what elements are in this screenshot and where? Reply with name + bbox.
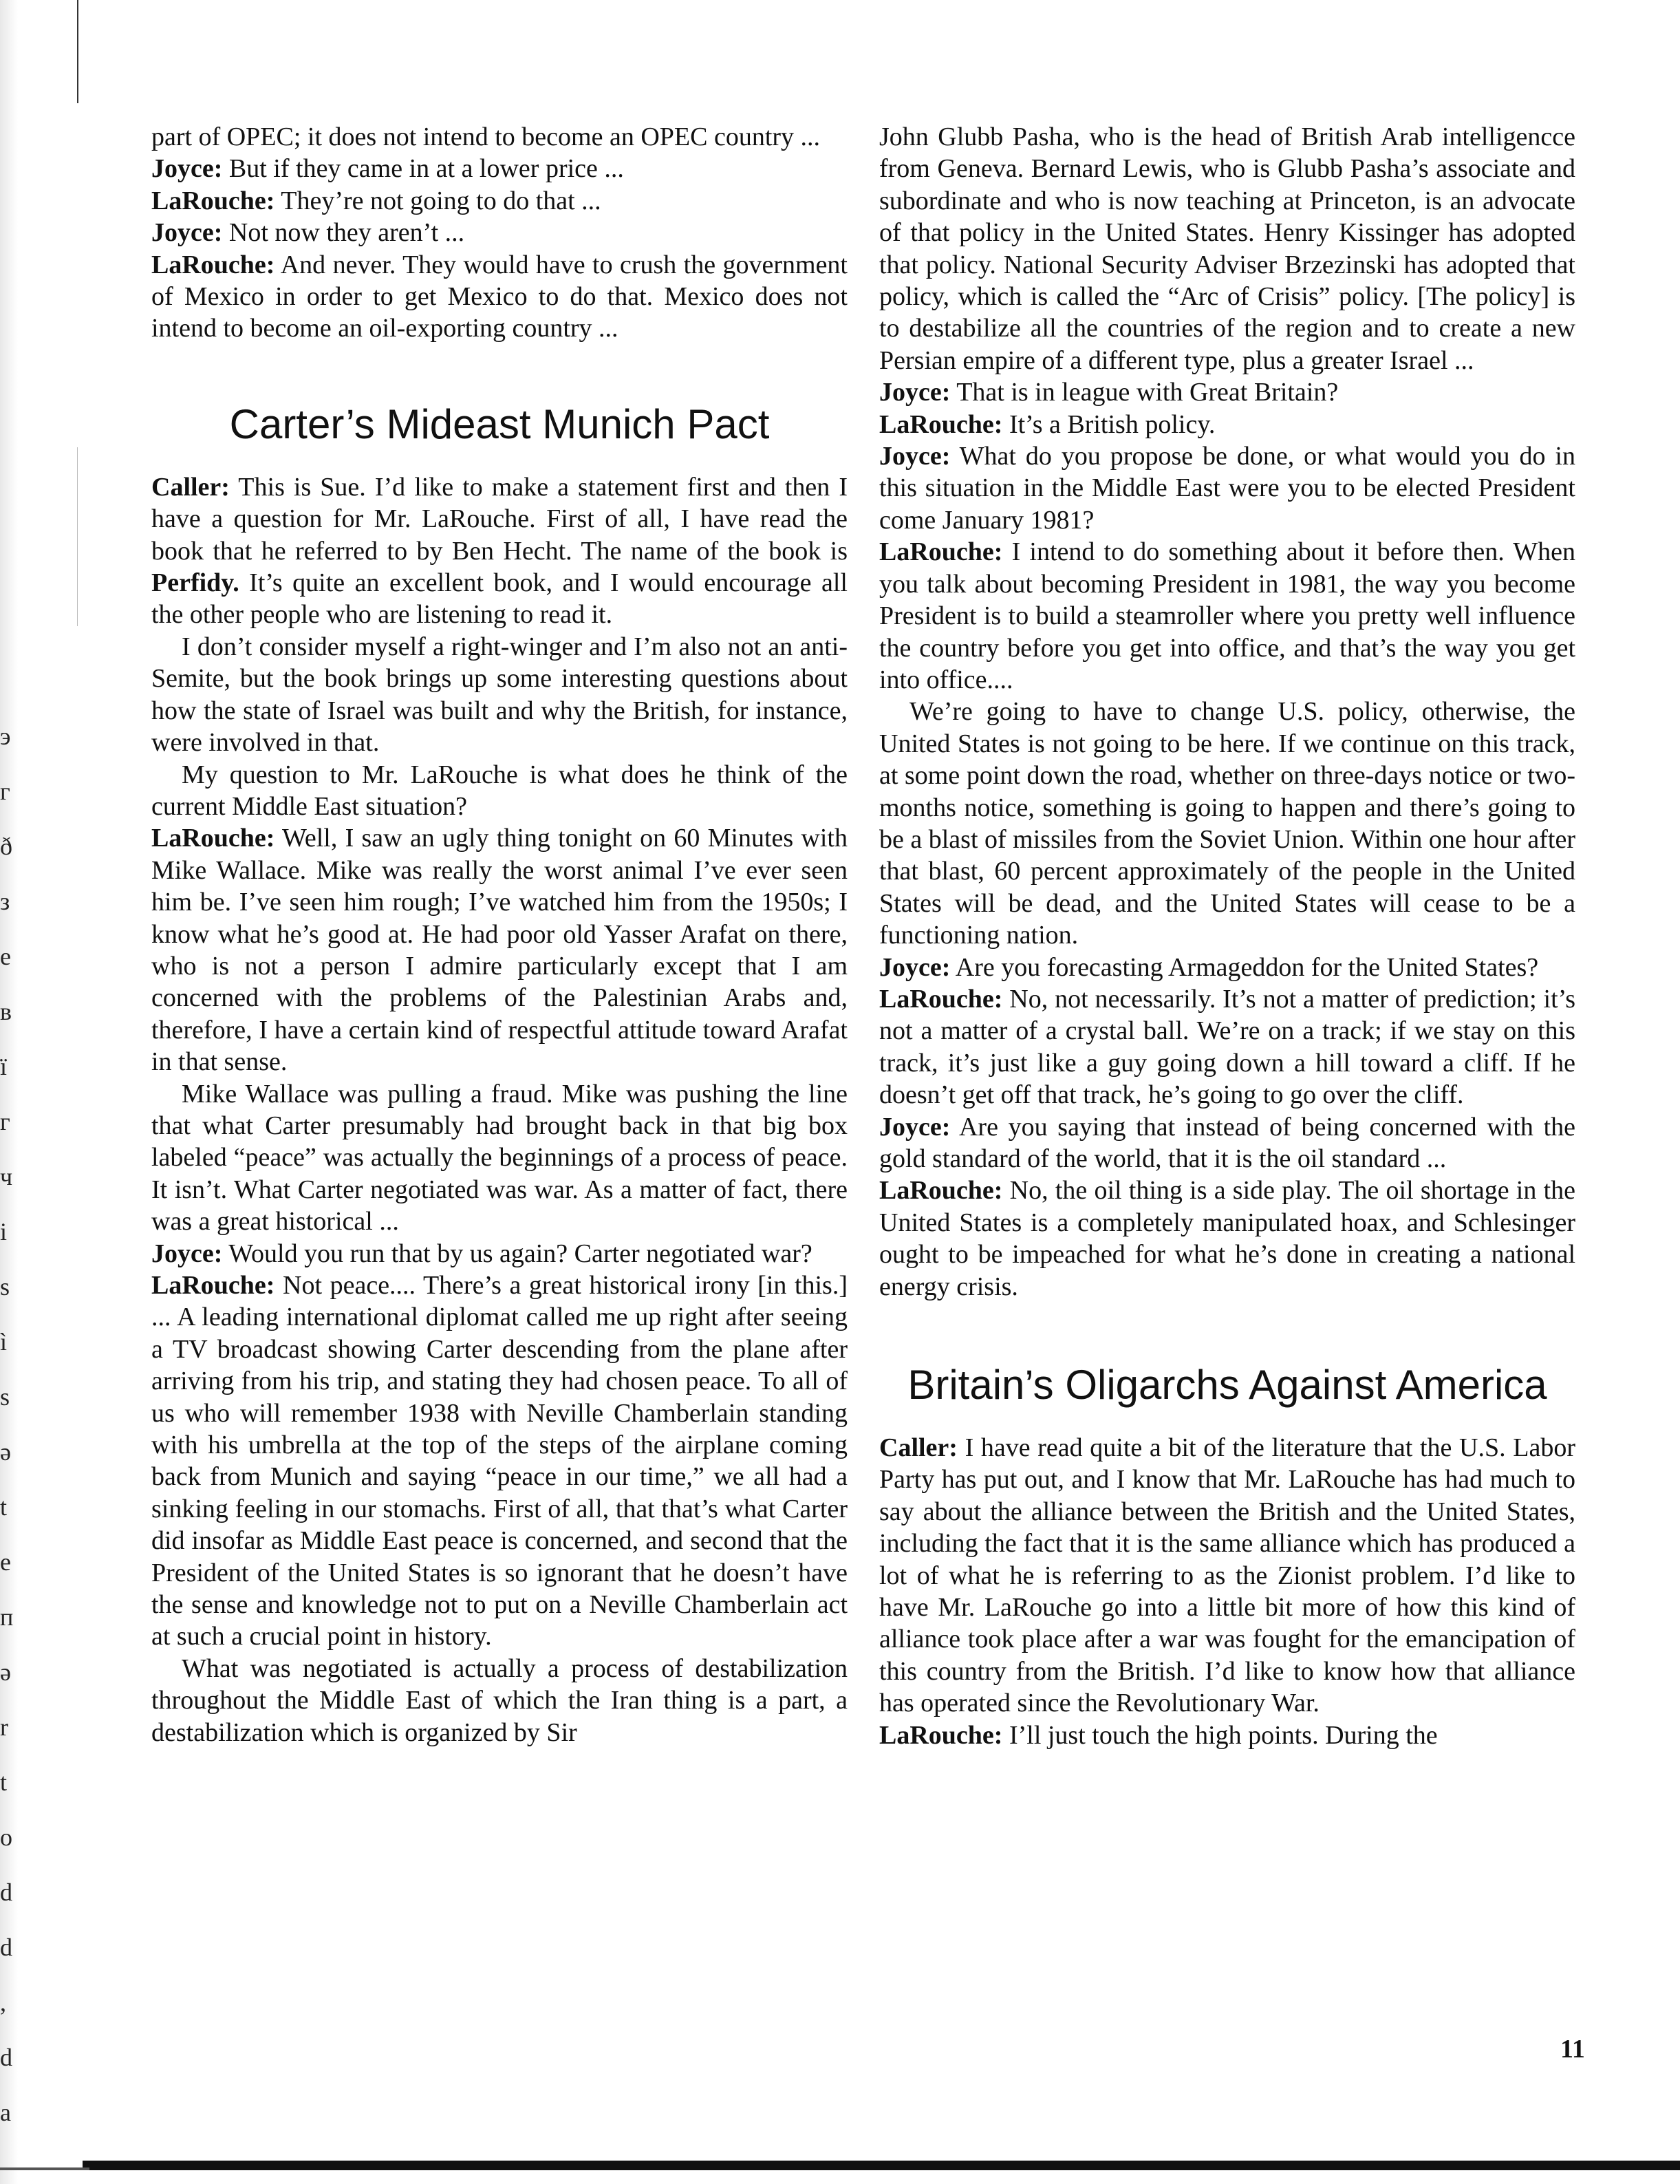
- dialogue-line: Joyce: Are you forecasting Armageddon for the United States?: [879, 952, 1539, 982]
- speaker-label: Joyce:: [879, 952, 951, 982]
- footer-rule-edge: [0, 2167, 89, 2170]
- speaker-label: Joyce:: [151, 218, 223, 248]
- dialogue-line: LaRouche: I’ll just touch the high points. During the: [879, 1720, 1438, 1750]
- speaker-label: LaRouche:: [151, 186, 275, 215]
- speaker-label: Joyce:: [879, 442, 951, 471]
- speaker-label: LaRouche:: [879, 984, 1003, 1014]
- section-heading: Britain’s Oligarchs Against America: [907, 1362, 1547, 1409]
- dialogue-line: Joyce: That is in league with Great Britain?: [879, 378, 1339, 407]
- right-column: [879, 121, 1575, 1751]
- dialogue-line: Joyce: Would you run that by us again? Carter negotiated war?: [151, 1239, 812, 1268]
- bleed-glyph: d: [0, 2044, 12, 2071]
- dialogue-line: Caller: I have read quite a bit of the literature that the U.S. Labor Party has put out, and I know that Mr. LaRouche has had much to say about the alliance between the British and the United States, including the fact that it is the same alliance which has produced a lot of what he is referring to as the Zionist problem. I’d like to have Mr. LaRouche go into a little bit more of how this kind of alliance took place after a war was fought for the emancipation of this country from the British. I’d like to know how that alliance has operated since the Revolutionary War.: [879, 1433, 1575, 1718]
- bleed-glyph: t: [0, 1768, 8, 1796]
- dialogue-line: LaRouche: Not peace.... There’s a great historical irony [in this.] ... A leading international diplomat called me up right after seeing a TV broadcast showing Carter descending from the plane after arriving from his trip, and stating they had chosen peace. To all of us who will remember 1938 with Neville Chamberlain standing with his umbrella at the top of the steps of the airplane coming back from Munich and saying “peace in our time,” we all had a sinking feeling in our stomachs. First of all, that that’s what Carter did insofar as Middle East peace is concerned, and second that the President of the United States is so ignorant that he doesn’t have the sense and knowledge not to put on a Neville Chamberlain act at such a crucial point in history.: [151, 1271, 848, 1651]
- paragraph: John Glubb Pasha, who is the head of British Arab intelligencce from Geneva. Bernard Lewis, who is Glubb Pasha’s associate and subordinate and who is now teaching at Princeton, is an advocate of that policy in the United States. Henry Kissinger has adopted that policy. National Security Adviser Brzezinski has adopted that policy, which is called the “Arc of Crisis” policy. [The policy] is to destabilize all the countries of the region and to create a new Persian empire of a different type, plus a greater Israel ...: [879, 122, 1575, 375]
- dialogue-line: LaRouche: And never. They would have to crush the government of Mexico in order to get Mexico to do that. Mexico does not intend to become an oil-exporting country ...: [151, 250, 848, 343]
- bleed-glyph: ð: [0, 833, 12, 860]
- bleed-glyph: s: [0, 1383, 10, 1411]
- footer-rule: [83, 2161, 1680, 2170]
- left-column: [151, 121, 848, 1748]
- speaker-label: LaRouche:: [879, 537, 1003, 567]
- speaker-label: LaRouche:: [151, 250, 275, 279]
- dialogue-line: Caller: This is Sue. I’d like to make a statement first and then I have a question for Mr. LaRouche. First of all, I have read the book that he referred to by Ben Hecht. The name of the book is Perfidy. It’s quite an excellent book, and I would encourage all the other people who are listening to read it.: [151, 472, 848, 630]
- section-heading: Carter’s Mideast Munich Pact: [229, 400, 770, 447]
- bleed-glyph: п: [0, 1603, 14, 1631]
- dialogue-line: LaRouche: It’s a British policy.: [879, 409, 1216, 439]
- bleed-glyph: г: [0, 1108, 10, 1135]
- bleed-glyph: ї: [0, 1053, 8, 1080]
- bleed-glyph: t: [0, 1493, 8, 1521]
- bleed-glyph: r: [0, 1713, 8, 1741]
- binding-line-faint: [77, 447, 78, 626]
- speaker-label: Joyce:: [879, 1112, 951, 1142]
- bleed-glyph: ì: [0, 1328, 8, 1356]
- bleed-glyph: ә: [0, 1658, 11, 1686]
- speaker-label: Caller:: [879, 1433, 958, 1463]
- binding-line: [77, 0, 78, 103]
- dialogue-line: Joyce: Not now they aren’t ...: [151, 218, 465, 248]
- bleed-glyph: ,: [0, 1989, 6, 2016]
- book-title: Perfidy.: [151, 568, 239, 598]
- speaker-label: LaRouche:: [151, 1271, 275, 1300]
- bleed-glyph: ә: [0, 1438, 11, 1466]
- dialogue-line: LaRouche: No, not necessarily. It’s not a matter of prediction; it’s not a matter of a crystal ball. We’re on a track; if we stay on this track, it’s just like a guy going down a hill toward a cliff. If he doesn’t get off that track, he’s going to go over the cliff.: [879, 984, 1575, 1110]
- bleed-glyph: г: [0, 778, 10, 805]
- bleed-glyph: d: [0, 1934, 12, 1961]
- bleed-glyph: s: [0, 1273, 10, 1300]
- speaker-label: LaRouche:: [151, 824, 275, 853]
- bleed-glyph: з: [0, 888, 10, 915]
- paragraph: I don’t consider myself a right-winger and I’m also not an anti-Semite, but the book brings up some interesting questions about how the state of Israel was built and why the British, for instance, were involved in that.: [151, 632, 848, 758]
- dialogue-line: LaRouche: I intend to do something about it before then. When you talk about becoming President in 1981, the way you become President is to build a steamroller where you pretty well influence the country before you get into office, and that’s the way you get into office....: [879, 537, 1575, 694]
- speaker-label: Joyce:: [151, 1239, 223, 1268]
- dialogue-line: LaRouche: No, the oil thing is a side play. The oil shortage in the United States is a completely manipulated hoax, and Schlesinger ought to be impeached for what he’s done in creating a national energy crisis.: [879, 1176, 1575, 1301]
- dialogue-line: Joyce: But if they came in at a lower price ...: [151, 154, 624, 184]
- margin-bleed-through-text: [0, 709, 14, 2126]
- dialogue-line: Joyce: What do you propose be done, or what would you do in this situation in the Middle East were you to be elected President come January 1981?: [879, 442, 1575, 535]
- dialogue-line: LaRouche: They’re not going to do that ...: [151, 186, 601, 215]
- paragraph: Mike Wallace was pulling a fraud. Mike was pushing the line that what Carter presumably had brought back in that big box labeled “peace” was actually the beginnings of a process of peace. It isn’t. What Carter negotiated was war. As a matter of fact, there was a great historical ...: [151, 1079, 848, 1236]
- speaker-label: LaRouche:: [879, 1720, 1003, 1750]
- page-number: 11: [1560, 2035, 1585, 2064]
- bleed-glyph: a: [0, 2099, 11, 2126]
- dialogue-line: LaRouche: Well, I saw an ugly thing tonight on 60 Minutes with Mike Wallace. Mike was really the worst animal I’ve ever seen him be. I’ve seen him rough; I’ve watched him from the 1950s; I know what he’s good at. He had poor old Yasser Arafat on there, who is not a person I admire particularly except that I am concerned with the problems of the Palestinian Arabs and, therefore, I have a certain kind of respectful attitude toward Arafat in that sense.: [151, 824, 848, 1077]
- bleed-glyph: в: [0, 998, 12, 1025]
- speaker-label: LaRouche:: [879, 409, 1003, 439]
- paragraph: We’re going to have to change U.S. policy, otherwise, the United States is not going to be here. If we continue on this track, at some point down the road, whether on three-days notice or two-months notice, something is going to happen and there’s going to be a blast of missiles from the Soviet Union. Within one hour after that blast, 60 percent approximately of the people in the United States will be dead, and the United States will cease to be a functioning nation.: [879, 697, 1575, 950]
- speaker-label: Joyce:: [151, 154, 223, 184]
- bleed-glyph: o: [0, 1823, 12, 1851]
- speaker-label: Caller:: [151, 472, 230, 502]
- paragraph: part of OPEC; it does not intend to become an OPEC country ...: [151, 122, 821, 151]
- bleed-glyph: е: [0, 1548, 11, 1576]
- bleed-glyph: э: [0, 722, 11, 750]
- dialogue-line: Joyce: Are you saying that instead of being concerned with the gold standard of the world, that it is the oil standard ...: [879, 1112, 1575, 1173]
- speaker-label: Joyce:: [879, 378, 951, 407]
- paragraph: What was negotiated is actually a process of destabilization throughout the Middle East of which the Iran thing is a part, a destabilization which is organized by Sir: [151, 1653, 848, 1747]
- bleed-glyph: ч: [0, 1163, 13, 1190]
- bleed-glyph: d: [0, 1878, 12, 1906]
- bleed-glyph: i: [0, 1218, 8, 1245]
- paragraph: My question to Mr. LaRouche is what does he think of the current Middle East situation?: [151, 760, 848, 821]
- bleed-glyph: е: [0, 943, 11, 970]
- speaker-label: LaRouche:: [879, 1176, 1003, 1206]
